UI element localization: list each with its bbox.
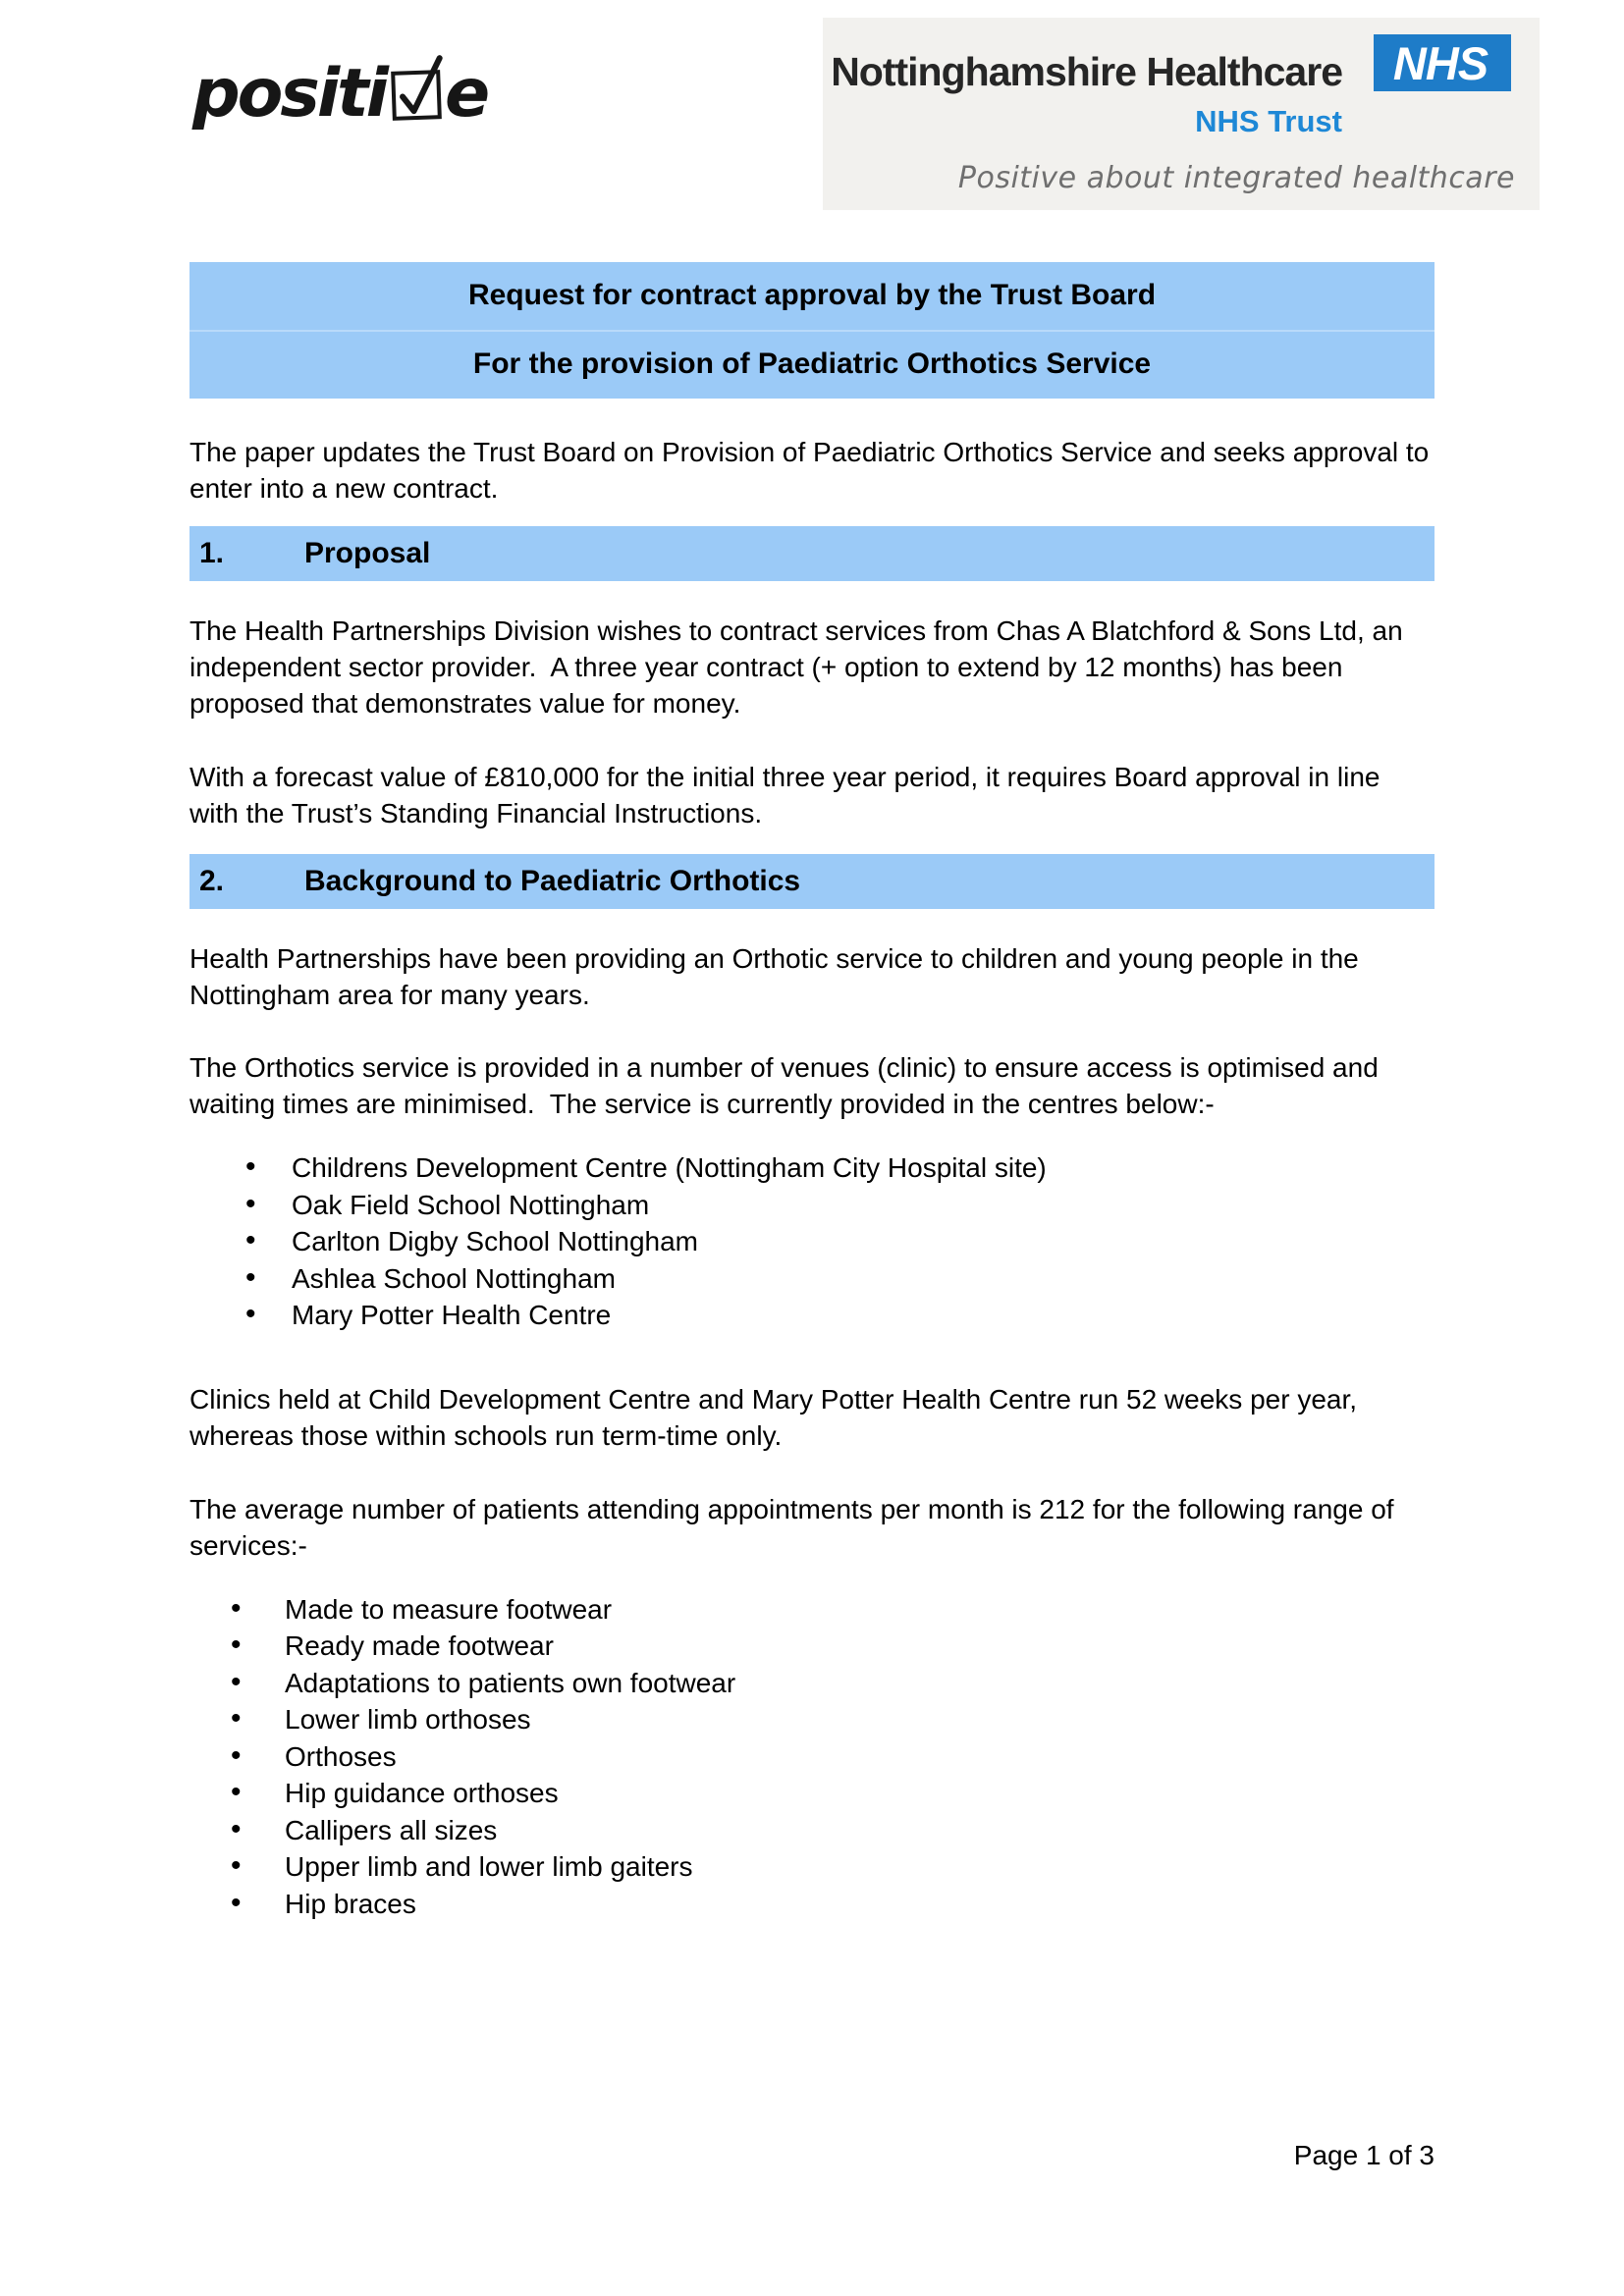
list-item	[245, 1260, 1435, 1298]
list-item	[231, 1848, 1435, 1886]
list-item	[231, 1775, 1435, 1812]
list-item	[245, 1149, 1435, 1187]
list-item-text: Made to measure footwear	[285, 1593, 613, 1625]
page-number: Page 1 of 3	[1293, 2140, 1435, 2170]
bullet-icon: •	[231, 1702, 242, 1735]
list-item-text: Callipers all sizes	[285, 1814, 498, 1845]
document-body	[189, 262, 1435, 1922]
list-item-text: Adaptations to patients own footwear	[285, 1667, 736, 1698]
section-1-heading	[189, 526, 1435, 581]
checkbox-icon	[391, 70, 442, 121]
bullet-icon: •	[231, 1591, 242, 1625]
nhs-logo	[1374, 34, 1511, 91]
list-item-text: Ready made footwear	[285, 1630, 554, 1661]
bullet-icon: •	[231, 1629, 242, 1661]
list-item-text: Orthoses	[285, 1740, 397, 1772]
list-item-text: Childrens Development Centre (Nottingham City Hospital site)	[292, 1152, 1047, 1183]
bullet-icon: •	[231, 1849, 242, 1882]
bullet-icon: •	[231, 1738, 242, 1772]
list-item	[245, 1187, 1435, 1224]
bullet-icon: •	[231, 1886, 242, 1919]
tagline: Positive about integrated healthcare	[957, 161, 1515, 195]
list-item	[231, 1591, 1435, 1629]
list-item	[231, 1701, 1435, 1738]
list-item-text: Hip braces	[285, 1888, 416, 1919]
bullet-icon: •	[231, 1812, 242, 1845]
title-banner	[189, 262, 1435, 399]
paragraph: Clinics held at Child Development Centre and Mary Potter Health Centre run 52 weeks per year, whereas those within schools run term-time only.	[189, 1383, 1358, 1451]
list-item	[231, 1812, 1435, 1849]
section-title: Background to Paediatric Orthotics	[304, 865, 801, 897]
section-number: 2.	[199, 865, 225, 897]
list-item	[245, 1223, 1435, 1260]
section-title: Proposal	[304, 537, 431, 569]
title-line-2: For the provision of Paediatric Orthotics Service	[189, 330, 1435, 399]
section-2-heading	[189, 854, 1435, 909]
list-item-text: Carlton Digby School Nottingham	[292, 1226, 698, 1256]
bullet-icon: •	[245, 1260, 256, 1294]
bullet-icon: •	[231, 1776, 242, 1808]
org-name: Nottinghamshire Healthcare	[831, 49, 1342, 94]
list-item-text: Lower limb orthoses	[285, 1704, 531, 1735]
bullet-icon: •	[231, 1665, 242, 1698]
nhs-logo-text: NHS	[1392, 36, 1489, 89]
list-item-text: Upper limb and lower limb gaiters	[285, 1851, 693, 1882]
paragraph: Health Partnerships have been providing an Orthotic service to children and young people in the Nottingham area for many years.	[189, 943, 1359, 1010]
positive-logo-text-post: e	[445, 55, 488, 133]
list-item	[231, 1886, 1435, 1923]
nhs-header-block	[823, 18, 1540, 210]
list-item	[231, 1628, 1435, 1665]
title-line-1: Request for contract approval by the Trust Board	[467, 279, 1157, 311]
page-header	[0, 0, 1624, 216]
bullet-icon: •	[245, 1298, 256, 1330]
bullet-icon: •	[245, 1150, 256, 1183]
list-item-text: Ashlea School Nottingham	[292, 1262, 616, 1294]
bullet-icon: •	[245, 1187, 256, 1220]
list-item-text: Oak Field School Nottingham	[292, 1189, 650, 1220]
centres-list	[245, 1149, 1435, 1334]
bullet-icon: •	[245, 1224, 256, 1256]
list-item	[231, 1738, 1435, 1776]
check-icon	[395, 74, 437, 116]
services-list	[231, 1591, 1435, 1923]
paragraph: The average number of patients attending appointments per month is 212 for the following range of services:-	[189, 1493, 1394, 1561]
list-item-text: Hip guidance orthoses	[285, 1778, 559, 1808]
section-number: 1.	[199, 537, 225, 569]
positive-logo-text-pre: positi	[192, 55, 386, 133]
list-item	[231, 1665, 1435, 1702]
list-item-text: Mary Potter Health Centre	[292, 1300, 612, 1330]
trust-label: NHS Trust	[1195, 104, 1342, 138]
paragraph: The Health Partnerships Division wishes to contract services from Chas A Blatchford & Sons Ltd, an independent sector provider. A three year contract (+ option to extend by 12 months) has been proposed that demonstrates value for money.	[189, 615, 1403, 719]
paragraph: The Orthotics service is provided in a number of venues (clinic) to ensure access is optimised and waiting times are minimised. The service is currently provided in the centres below:-	[189, 1052, 1379, 1119]
list-item	[245, 1297, 1435, 1334]
positive-logo	[192, 55, 488, 133]
intro-paragraph: The paper updates the Trust Board on Provision of Paediatric Orthotics Service and seeks approval to enter into a new contract.	[189, 437, 1430, 504]
paragraph: With a forecast value of £810,000 for the initial three year period, it requires Board approval in line with the Trust’s Standing Financial Instructions.	[189, 762, 1380, 828]
